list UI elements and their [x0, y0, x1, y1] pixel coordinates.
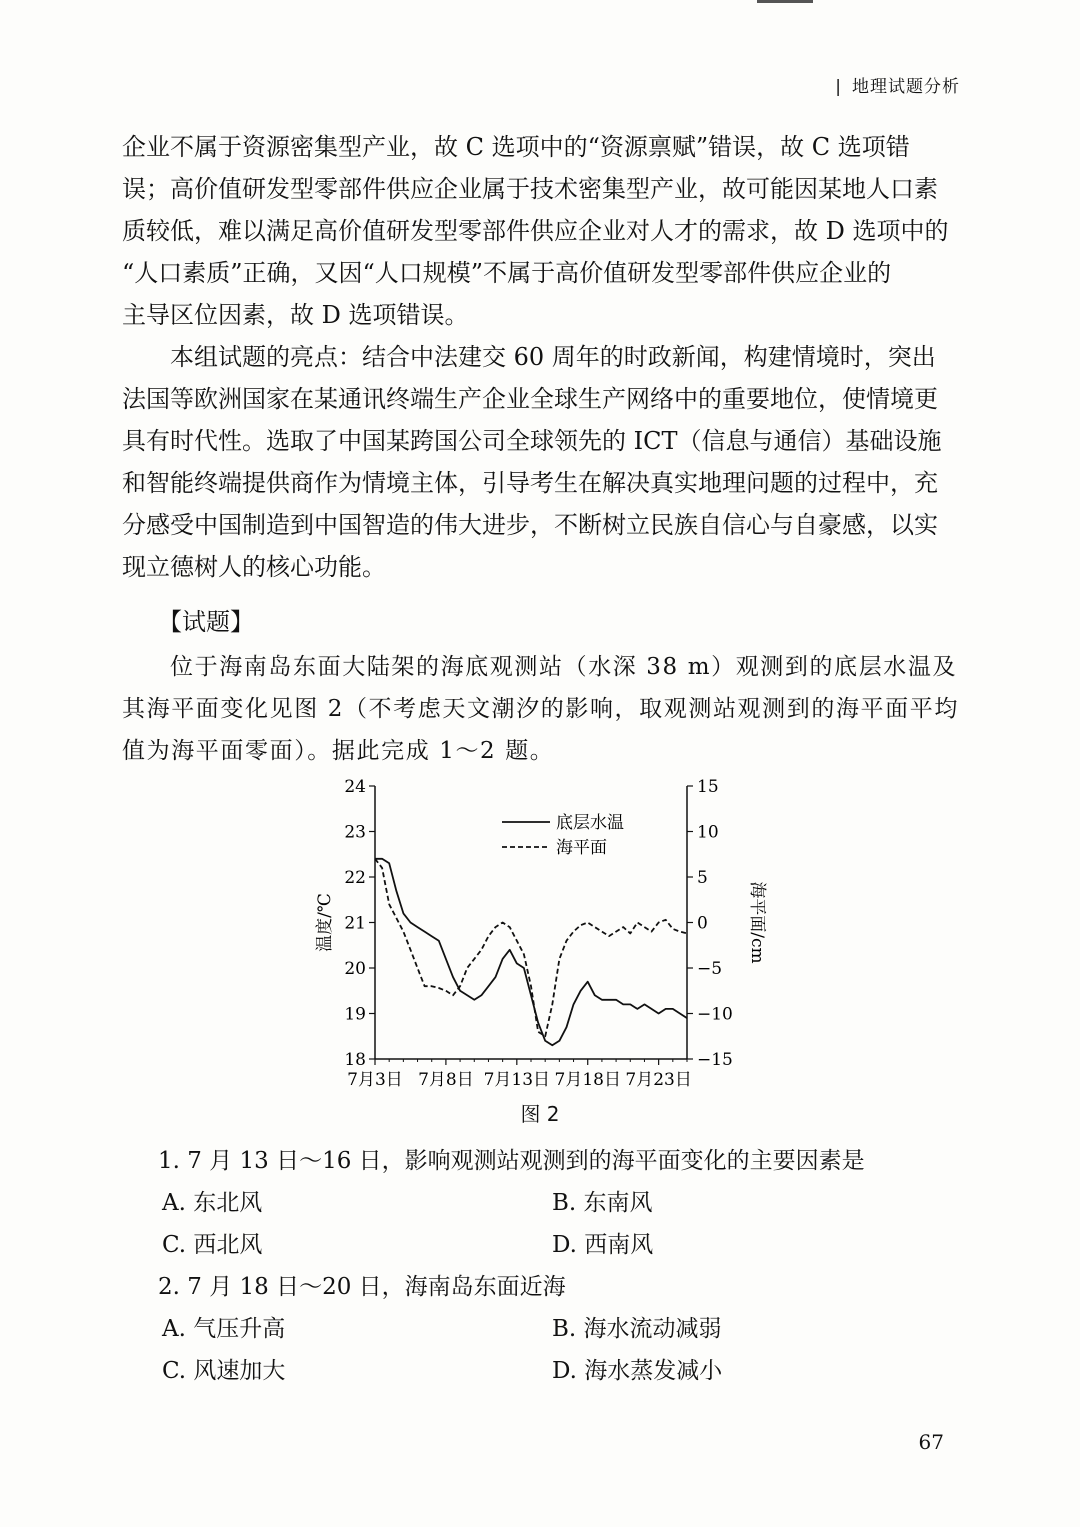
right-tick-label: 10 — [697, 822, 719, 843]
x-tick-label: 7月13日 — [483, 1070, 551, 1090]
text-line: 值为海平面零面）。据此完成 1～2 题。 — [122, 738, 555, 764]
left-tick-label: 20 — [344, 959, 366, 979]
q2-option-c[interactable]: C. 风速加大 — [162, 1358, 286, 1384]
series-bottom-temp-line — [375, 859, 687, 1046]
paragraph-explanation — [122, 126, 960, 336]
text-line: 和智能终端提供商作为情境主体，引导考生在解决真实地理问题的过程中，充 — [122, 469, 938, 497]
text-line: 其海平面变化见图 2（不考虑天文潮汐的影响，取观测站观测到的海平面平均 — [122, 696, 959, 722]
text-line: 主导区位因素，故 D 选项错误。 — [122, 301, 469, 329]
text-line: 法国等欧洲国家在某通讯终端生产企业全球生产网络中的重要地位，使情境更 — [122, 385, 938, 413]
right-axis-label: 海平面/cm — [747, 881, 767, 964]
x-tick-label: 7月8日 — [418, 1070, 474, 1090]
right-tick-label: 5 — [697, 868, 708, 888]
header-title: 地理试题分析 — [852, 77, 960, 97]
question-1-stem: 1. 7 月 13 日～16 日，影响观测站观测到的海平面变化的主要因素是 — [158, 1148, 865, 1174]
left-tick-label: 24 — [344, 777, 366, 797]
running-header — [835, 72, 960, 97]
text-line: 质较低，难以满足高价值研发型零部件供应企业对人才的需求，故 D 选项中的 — [122, 217, 949, 245]
q1-option-b[interactable]: B. 东南风 — [552, 1190, 653, 1216]
series-sea-level-line — [375, 859, 687, 1037]
text-line: 位于海南岛东面大陆架的海底观测站（水深 38 m）观测到的底层水温及 — [170, 654, 958, 680]
question-intro — [122, 646, 960, 772]
left-tick-label: 18 — [344, 1050, 366, 1070]
x-tick-label: 7月3日 — [347, 1070, 403, 1090]
page-number: 67 — [918, 1430, 944, 1454]
question-2-stem: 2. 7 月 18 日～20 日，海南岛东面近海 — [158, 1274, 566, 1300]
section-label: 【试题】 — [158, 608, 254, 636]
text-line: 现立德树人的核心功能。 — [122, 553, 386, 581]
left-axis-label: 温度/℃ — [315, 893, 335, 952]
legend-label-temp: 底层水温 — [556, 813, 624, 833]
figure-2-chart — [300, 770, 780, 1100]
text-line: 企业不属于资源密集型产业，故 C 选项中的“资源禀赋”错误，故 C 选项错 — [122, 133, 910, 161]
figure-caption: 图 2 — [520, 1102, 560, 1126]
text-line: 分感受中国制造到中国智造的伟大进步，不断树立民族自信心与自豪感，以实 — [122, 511, 938, 539]
q2-option-d[interactable]: D. 海水蒸发减小 — [552, 1358, 723, 1384]
q2-option-a[interactable]: A. 气压升高 — [162, 1316, 286, 1342]
x-tick-label: 7月18日 — [554, 1070, 621, 1090]
right-tick-label: 15 — [697, 777, 719, 797]
right-tick-label: −15 — [697, 1050, 733, 1070]
left-tick-label: 21 — [344, 913, 366, 934]
left-tick-label: 22 — [344, 868, 366, 888]
header-separator: | — [835, 77, 842, 97]
left-tick-label: 23 — [344, 822, 366, 843]
text-line: 具有时代性。选取了中国某跨国公司全球领先的 ICT（信息与通信）基础设施 — [122, 427, 942, 455]
paragraph-highlights — [122, 336, 960, 588]
text-line: 本组试题的亮点：结合中法建交 60 周年的时政新闻，构建情境时，突出 — [170, 343, 936, 371]
right-tick-label: 0 — [697, 913, 708, 934]
q1-option-a[interactable]: A. 东北风 — [162, 1190, 263, 1216]
top-rule — [757, 0, 813, 3]
q1-option-d[interactable]: D. 西南风 — [552, 1232, 654, 1258]
left-tick-label: 19 — [344, 1004, 366, 1025]
legend-label-sea-level: 海平面 — [556, 838, 607, 858]
text-line: “人口素质”正确，又因“人口规模”不属于高价值研发型零部件供应企业的 — [122, 259, 892, 287]
q2-option-b[interactable]: B. 海水流动减弱 — [552, 1316, 722, 1342]
q1-option-c[interactable]: C. 西北风 — [162, 1232, 263, 1258]
x-tick-label: 7月23日 — [625, 1070, 692, 1090]
right-tick-label: −5 — [697, 959, 723, 979]
text-line: 误；高价值研发型零部件供应企业属于技术密集型产业，故可能因某地人口素 — [122, 175, 938, 203]
right-tick-label: −10 — [697, 1004, 733, 1025]
